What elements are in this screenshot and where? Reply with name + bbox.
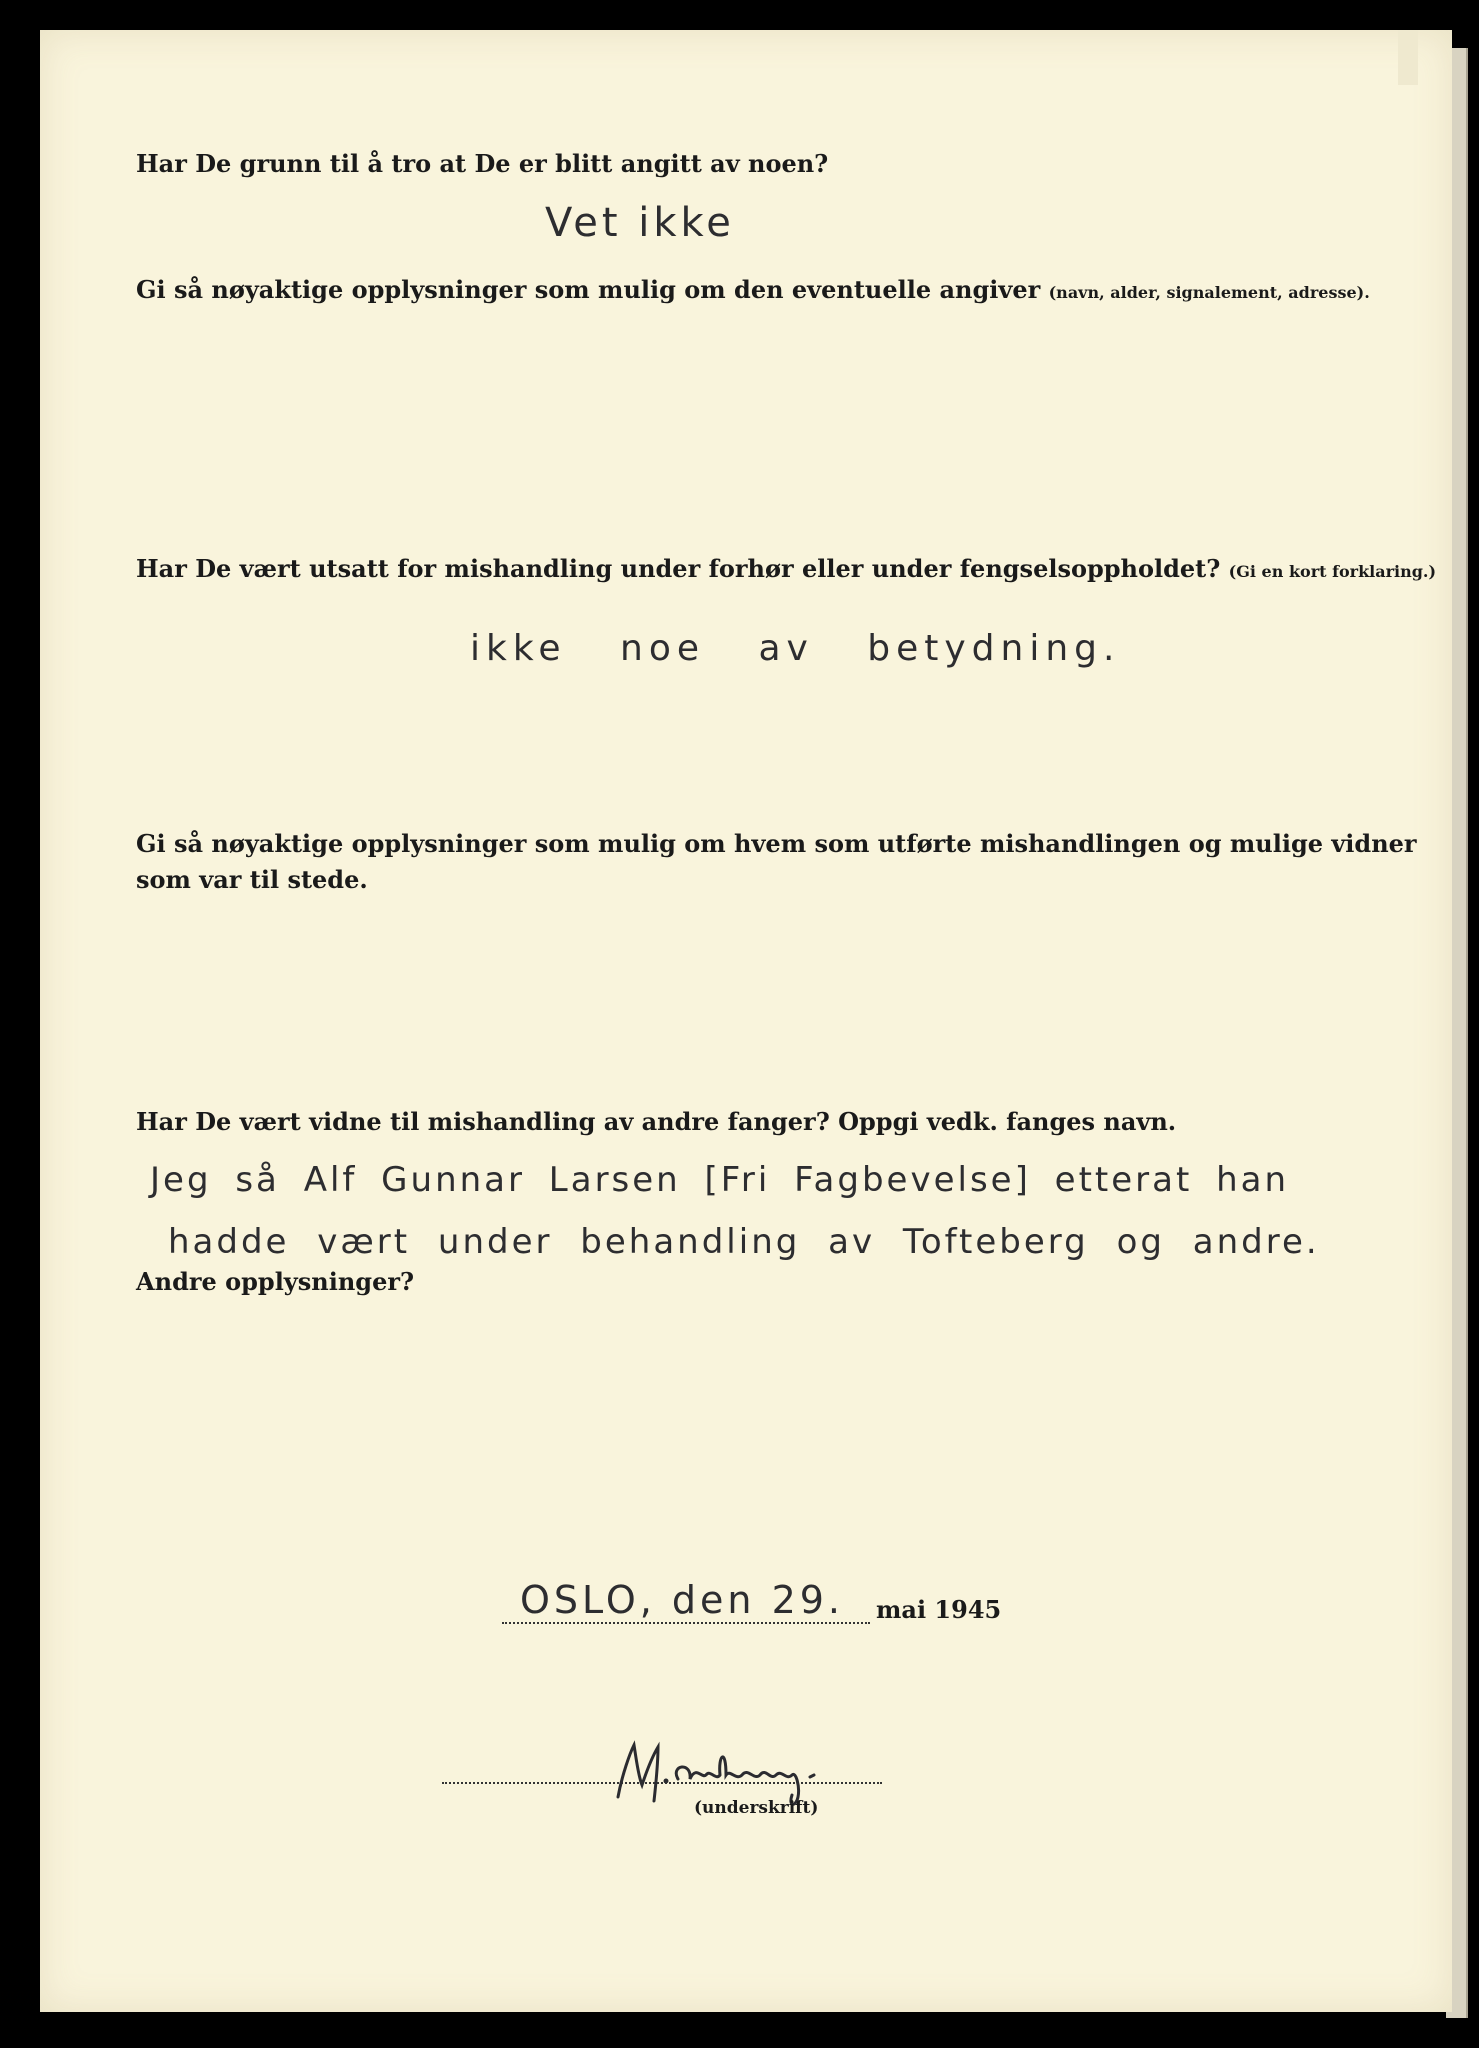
place-date-handwritten: OSLO, den 29. (520, 1578, 845, 1622)
question-informer-details-hint: (navn, alder, signalement, adresse). (1048, 283, 1370, 302)
question-denounced: Har De grunn til å tro at De er blitt angitt av noen? (136, 149, 829, 178)
question-informer-details-main: Gi så nøyaktige opplysninger som mulig om den eventuelle angiver (136, 275, 1041, 304)
question-informer-details (136, 272, 1370, 311)
question-perpetrators-line1: Gi så nøyaktige opplysninger som mulig om hvem som utførte mishandlingen og mulige vidner (136, 829, 1417, 858)
signature-label: (underskrift) (694, 1798, 819, 1818)
question-mistreatment (136, 551, 1436, 590)
question-mistreatment-main: Har De vært utsatt for mishandling under forhør eller under fengselsoppholdet? (136, 554, 1221, 583)
question-mistreatment-hint: (Gi en kort forklaring.) (1228, 562, 1437, 581)
answer-denounced: Vet ikke (545, 200, 735, 246)
answer-witness-line2: hadde vært under behandling av Tofteberg og andre. (168, 1222, 1320, 1262)
question-witness: Har De vært vidne til mishandling av andre fanger? Oppgi vedk. fanges navn. (136, 1107, 1177, 1136)
form-page (40, 30, 1452, 2012)
question-other-info: Andre opplysninger? (136, 1267, 415, 1296)
place-date-dotted-line (502, 1622, 870, 1624)
answer-mistreatment: ikke noe av betydning. (470, 628, 1121, 669)
question-perpetrators-line2: som var til stede. (136, 865, 368, 894)
answer-witness-line1: Jeg så Alf Gunnar Larsen [Fri Fagbevelse] etterat han (150, 1160, 1290, 1200)
date-printed: mai 1945 (876, 1595, 1002, 1624)
page-tab-edge (1398, 30, 1418, 85)
